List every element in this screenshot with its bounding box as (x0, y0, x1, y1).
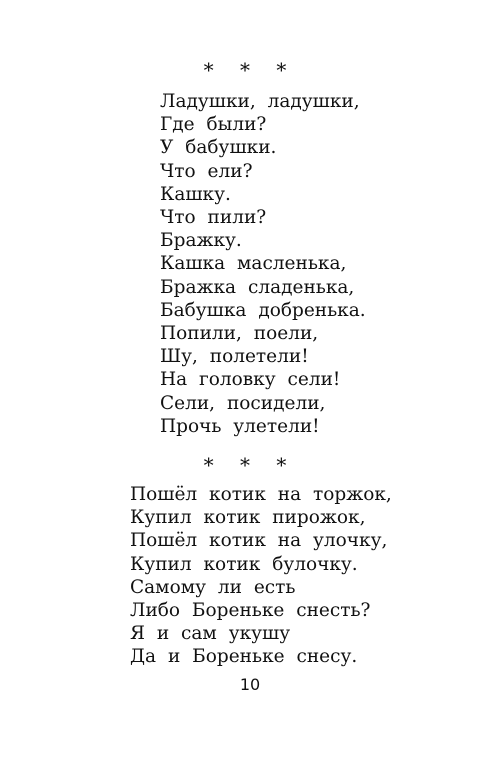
poem-line: Прочь улетели! (160, 415, 320, 437)
poem-line: Самому ли есть (130, 576, 296, 598)
poem-line: Попили, поели, (160, 323, 319, 345)
poem-line: Что пили? (160, 207, 267, 229)
poem-line: Бражка сладенька, (160, 276, 355, 298)
poem-line: Кашка масленька, (160, 253, 347, 275)
poem-line: Пошёл котик на улочку, (130, 530, 388, 552)
poem2-stanza (130, 483, 392, 669)
poem-line: Бражку. (160, 230, 242, 252)
poem-line: Либо Бореньке снесть? (130, 600, 371, 622)
poem2-separator: * * * (203, 453, 297, 477)
poem-line: Шу, полетели! (160, 346, 309, 368)
poem-line: Пошёл котик на торжок, (130, 484, 392, 505)
poem-line: Кашку. (160, 183, 231, 205)
poem1-stanza (160, 90, 366, 438)
page-number: 10 (239, 675, 261, 694)
poem-line: Я и сам укушу (130, 623, 291, 645)
poem-line: У бабушки. (160, 137, 277, 159)
poem-line: Да и Бореньке снесу. (130, 646, 358, 668)
poem-line: Где были? (160, 114, 267, 136)
poem-line: Ладушки, ладушки, (160, 91, 360, 112)
poem-line: На головку сели! (160, 369, 341, 391)
poem-line: Что ели? (160, 160, 253, 182)
poem1-separator: * * * (203, 58, 297, 82)
poem-line: Сели, посидели, (160, 392, 326, 414)
poem-line: Купил котик булочку. (130, 553, 358, 575)
poem-line: Купил котик пирожок, (130, 507, 366, 529)
poem-line: Бабушка добренька. (160, 299, 366, 321)
